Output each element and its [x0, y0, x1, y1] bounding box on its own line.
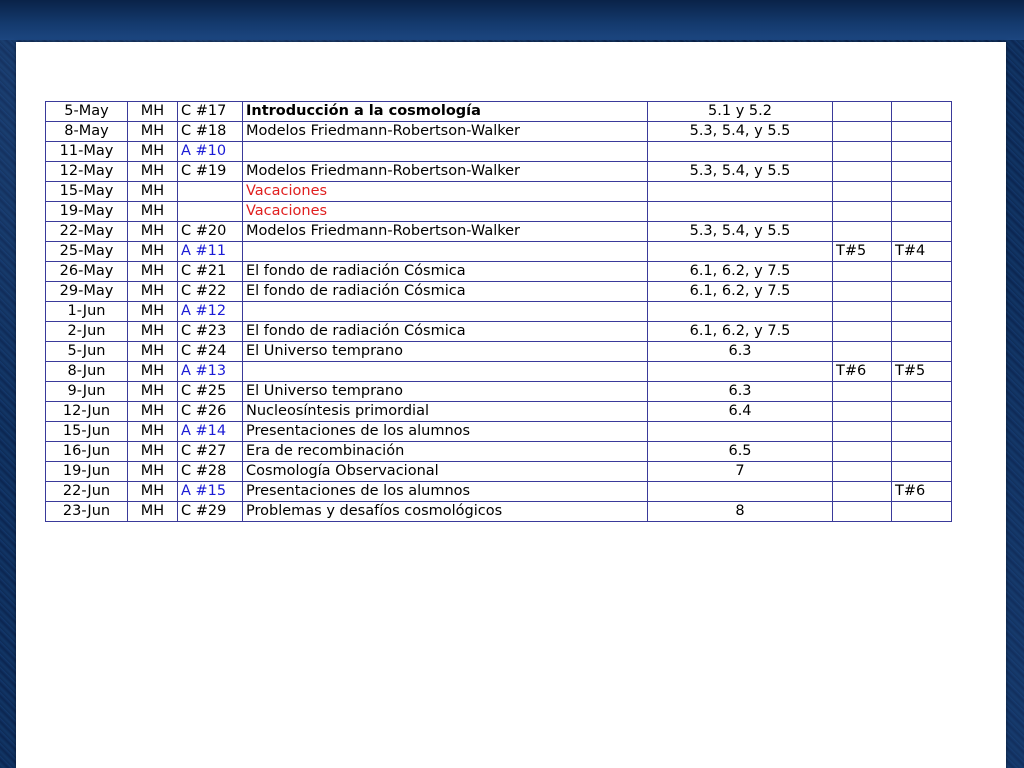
date-cell: 22-May: [46, 222, 128, 242]
table-row: [46, 362, 952, 382]
reading-cell: 6.4: [648, 402, 833, 422]
date-cell: 29-May: [46, 282, 128, 302]
table-row: [46, 342, 952, 362]
professor-cell: MH: [128, 302, 178, 322]
session-code-cell: C #20: [178, 222, 243, 242]
table-row: [46, 482, 952, 502]
reading-cell: 6.1, 6.2, y 7.5: [648, 322, 833, 342]
task-cell-2: [892, 462, 952, 482]
topic-cell: Vacaciones: [243, 182, 648, 202]
schedule-table: [45, 101, 952, 522]
task-cell-1: [833, 102, 892, 122]
topic-cell: El fondo de radiación Cósmica: [243, 282, 648, 302]
task-cell-1: [833, 482, 892, 502]
task-cell-1: [833, 462, 892, 482]
session-code-cell: C #17: [178, 102, 243, 122]
task-cell-2: [892, 282, 952, 302]
topic-cell: Presentaciones de los alumnos: [243, 422, 648, 442]
reading-cell: 5.1 y 5.2: [648, 102, 833, 122]
session-code-cell: C #24: [178, 342, 243, 362]
date-cell: 19-Jun: [46, 462, 128, 482]
table-row: [46, 182, 952, 202]
professor-cell: MH: [128, 142, 178, 162]
reading-cell: 6.5: [648, 442, 833, 462]
reading-cell: 7: [648, 462, 833, 482]
topic-cell: Modelos Friedmann-Robertson-Walker: [243, 122, 648, 142]
session-code-cell: C #28: [178, 462, 243, 482]
reading-cell: 6.3: [648, 382, 833, 402]
session-code-cell: [178, 202, 243, 222]
table-row: [46, 302, 952, 322]
session-code-cell: C #23: [178, 322, 243, 342]
date-cell: 2-Jun: [46, 322, 128, 342]
topic-cell: [243, 142, 648, 162]
topic-cell: Nucleosíntesis primordial: [243, 402, 648, 422]
task-cell-1: [833, 402, 892, 422]
task-cell-1: [833, 442, 892, 462]
reading-cell: [648, 242, 833, 262]
reading-cell: 6.1, 6.2, y 7.5: [648, 282, 833, 302]
table-row: [46, 382, 952, 402]
session-code-cell: C #18: [178, 122, 243, 142]
professor-cell: MH: [128, 322, 178, 342]
topic-cell: El Universo temprano: [243, 382, 648, 402]
reading-cell: 5.3, 5.4, y 5.5: [648, 122, 833, 142]
date-cell: 26-May: [46, 262, 128, 282]
topic-cell: Modelos Friedmann-Robertson-Walker: [243, 222, 648, 242]
date-cell: 12-May: [46, 162, 128, 182]
professor-cell: MH: [128, 182, 178, 202]
professor-cell: MH: [128, 482, 178, 502]
date-cell: 15-Jun: [46, 422, 128, 442]
table-row: [46, 242, 952, 262]
session-code-cell: A #12: [178, 302, 243, 322]
reading-cell: 5.3, 5.4, y 5.5: [648, 162, 833, 182]
task-cell-1: [833, 162, 892, 182]
topic-cell: Modelos Friedmann-Robertson-Walker: [243, 162, 648, 182]
session-code-cell: A #10: [178, 142, 243, 162]
professor-cell: MH: [128, 442, 178, 462]
professor-cell: MH: [128, 422, 178, 442]
task-cell-1: [833, 322, 892, 342]
topic-cell: Introducción a la cosmología: [243, 102, 648, 122]
task-cell-2: [892, 302, 952, 322]
topic-cell: Problemas y desafíos cosmológicos: [243, 502, 648, 522]
session-code-cell: A #13: [178, 362, 243, 382]
task-cell-1: [833, 262, 892, 282]
task-cell-2: [892, 382, 952, 402]
topic-cell: Cosmología Observacional: [243, 462, 648, 482]
date-cell: 8-May: [46, 122, 128, 142]
table-row: [46, 322, 952, 342]
task-cell-1: [833, 302, 892, 322]
schedule-body: [46, 102, 952, 522]
topic-cell: Presentaciones de los alumnos: [243, 482, 648, 502]
reading-cell: 8: [648, 502, 833, 522]
topic-cell: [243, 302, 648, 322]
task-cell-1: [833, 342, 892, 362]
session-code-cell: A #11: [178, 242, 243, 262]
table-row: [46, 462, 952, 482]
reading-cell: [648, 422, 833, 442]
date-cell: 19-May: [46, 202, 128, 222]
professor-cell: MH: [128, 462, 178, 482]
task-cell-2: [892, 402, 952, 422]
task-cell-2: [892, 502, 952, 522]
date-cell: 15-May: [46, 182, 128, 202]
date-cell: 11-May: [46, 142, 128, 162]
reading-cell: [648, 482, 833, 502]
topic-cell: Vacaciones: [243, 202, 648, 222]
reading-cell: 6.1, 6.2, y 7.5: [648, 262, 833, 282]
date-cell: 16-Jun: [46, 442, 128, 462]
task-cell-2: [892, 102, 952, 122]
table-row: [46, 262, 952, 282]
topic-cell: El fondo de radiación Cósmica: [243, 262, 648, 282]
slide-canvas: [16, 42, 1006, 768]
professor-cell: MH: [128, 102, 178, 122]
task-cell-1: [833, 202, 892, 222]
session-code-cell: A #14: [178, 422, 243, 442]
reading-cell: [648, 142, 833, 162]
window-top-bar: [0, 0, 1024, 40]
topic-cell: [243, 362, 648, 382]
task-cell-2: [892, 142, 952, 162]
date-cell: 1-Jun: [46, 302, 128, 322]
date-cell: 22-Jun: [46, 482, 128, 502]
date-cell: 23-Jun: [46, 502, 128, 522]
task-cell-2: [892, 322, 952, 342]
task-cell-2: [892, 342, 952, 362]
session-code-cell: C #21: [178, 262, 243, 282]
reading-cell: 6.3: [648, 342, 833, 362]
session-code-cell: C #29: [178, 502, 243, 522]
session-code-cell: C #25: [178, 382, 243, 402]
date-cell: 12-Jun: [46, 402, 128, 422]
table-row: [46, 402, 952, 422]
reading-cell: [648, 202, 833, 222]
date-cell: 8-Jun: [46, 362, 128, 382]
task-cell-2: T#5: [892, 362, 952, 382]
professor-cell: MH: [128, 262, 178, 282]
task-cell-1: [833, 222, 892, 242]
session-code-cell: C #22: [178, 282, 243, 302]
table-row: [46, 422, 952, 442]
task-cell-1: T#5: [833, 242, 892, 262]
professor-cell: MH: [128, 342, 178, 362]
task-cell-1: [833, 122, 892, 142]
professor-cell: MH: [128, 362, 178, 382]
task-cell-1: [833, 502, 892, 522]
reading-cell: [648, 182, 833, 202]
task-cell-2: [892, 422, 952, 442]
task-cell-2: [892, 122, 952, 142]
professor-cell: MH: [128, 202, 178, 222]
topic-cell: El Universo temprano: [243, 342, 648, 362]
table-row: [46, 222, 952, 242]
task-cell-1: [833, 382, 892, 402]
session-code-cell: C #27: [178, 442, 243, 462]
session-code-cell: [178, 182, 243, 202]
professor-cell: MH: [128, 122, 178, 142]
task-cell-2: [892, 182, 952, 202]
task-cell-1: [833, 282, 892, 302]
topic-cell: El fondo de radiación Cósmica: [243, 322, 648, 342]
table-row: [46, 142, 952, 162]
professor-cell: MH: [128, 382, 178, 402]
reading-cell: [648, 362, 833, 382]
session-code-cell: C #26: [178, 402, 243, 422]
session-code-cell: C #19: [178, 162, 243, 182]
date-cell: 9-Jun: [46, 382, 128, 402]
professor-cell: MH: [128, 402, 178, 422]
professor-cell: MH: [128, 502, 178, 522]
date-cell: 25-May: [46, 242, 128, 262]
task-cell-1: [833, 182, 892, 202]
session-code-cell: A #15: [178, 482, 243, 502]
reading-cell: 5.3, 5.4, y 5.5: [648, 222, 833, 242]
task-cell-2: T#6: [892, 482, 952, 502]
table-row: [46, 202, 952, 222]
task-cell-2: T#4: [892, 242, 952, 262]
table-row: [46, 282, 952, 302]
date-cell: 5-May: [46, 102, 128, 122]
task-cell-1: [833, 422, 892, 442]
task-cell-1: [833, 142, 892, 162]
professor-cell: MH: [128, 222, 178, 242]
reading-cell: [648, 302, 833, 322]
table-row: [46, 442, 952, 462]
task-cell-2: [892, 262, 952, 282]
task-cell-2: [892, 162, 952, 182]
table-row: [46, 102, 952, 122]
task-cell-1: T#6: [833, 362, 892, 382]
table-row: [46, 502, 952, 522]
topic-cell: Era de recombinación: [243, 442, 648, 462]
task-cell-2: [892, 442, 952, 462]
table-row: [46, 162, 952, 182]
table-row: [46, 122, 952, 142]
task-cell-2: [892, 222, 952, 242]
task-cell-2: [892, 202, 952, 222]
professor-cell: MH: [128, 162, 178, 182]
date-cell: 5-Jun: [46, 342, 128, 362]
professor-cell: MH: [128, 282, 178, 302]
topic-cell: [243, 242, 648, 262]
professor-cell: MH: [128, 242, 178, 262]
